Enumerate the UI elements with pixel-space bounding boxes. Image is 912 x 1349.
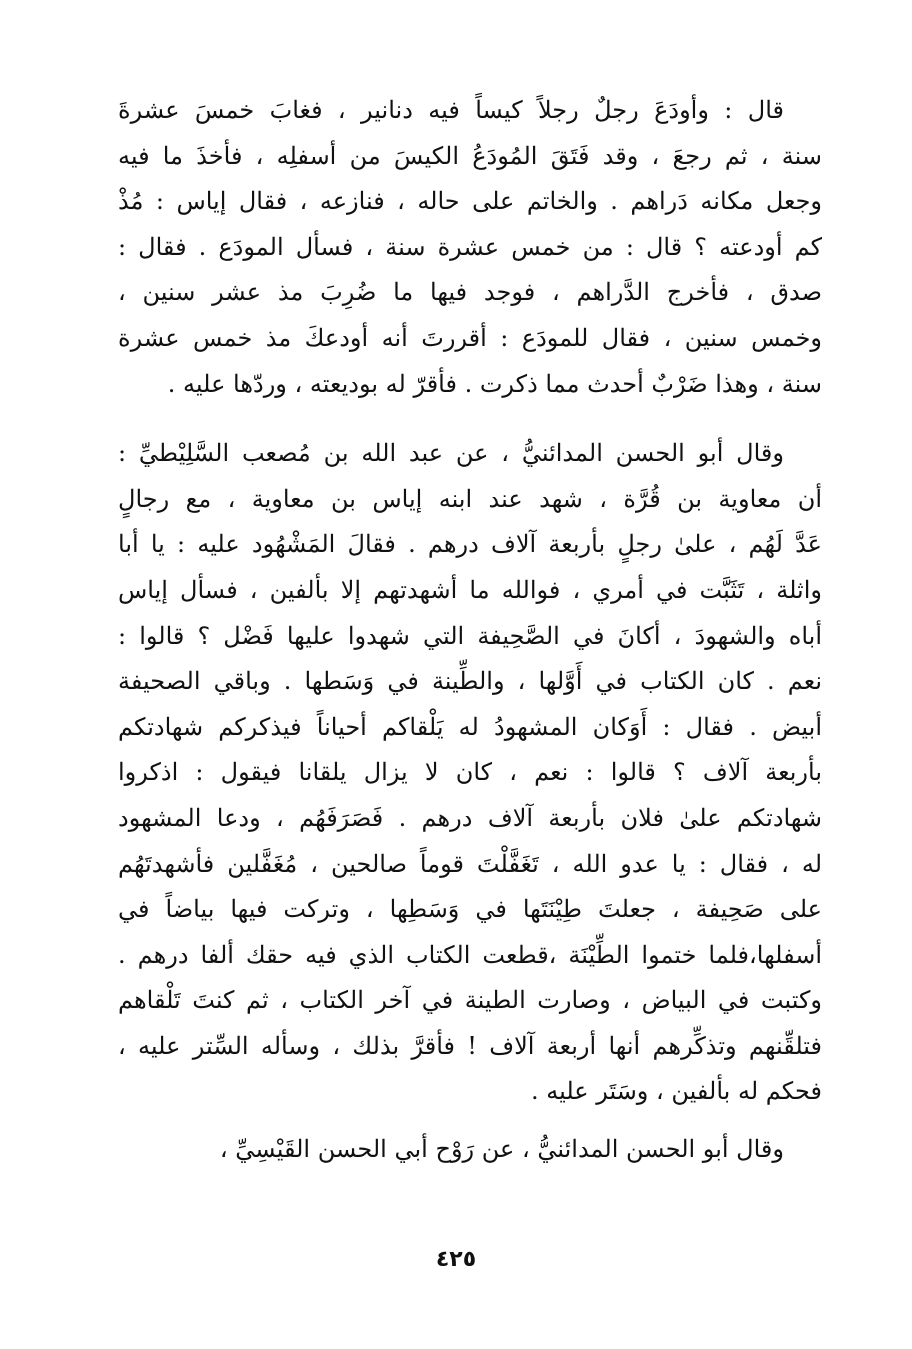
paragraph-1	[118, 88, 822, 407]
text-line: وكتبت في البياض ، وصارت الطينة في آخر الكتاب ، ثم كنتَ تَلْقاهم	[118, 986, 822, 1015]
text-line: بأربعة آلاف ؟ قالوا : نعم ، كان لا يزال يلقانا فيقول : اذكروا	[118, 758, 822, 787]
text-line: أسفلها،فلما ختموا الطِّيْنَة ،قطعت الكتاب الذي فيه حقك ألفا درهم .	[118, 940, 822, 969]
paragraph-spacer	[118, 1115, 822, 1127]
text-line: أن معاوية بن قُرَّة ، شهد عند ابنه إياس بن معاوية ، مع رجالٍ	[118, 484, 822, 513]
text-line: أبيض . فقال : أَوَكان المشهودُ له يَلْقاكم أحياناً فيذكركم شهادتكم	[118, 712, 822, 741]
text-line: سنة ، وهذا ضَرْبٌ أحدث مما ذكرت . فأقرّ له بوديعته ، وردّها عليه .	[167, 369, 822, 398]
text-line: فتلقِّنهم وتذكِّرهم أنها أربعة آلاف ! فأقرَّ بذلك ، وسأله السِّتر عليه ،	[118, 1031, 822, 1060]
paragraph-3	[118, 1127, 822, 1173]
text-line: قال : وأودَعَ رجلٌ رجلاً كيساً فيه دنانير ، فغابَ خمسَ عشرةَ	[118, 96, 784, 124]
page-number: ٤٢٥	[435, 1247, 477, 1272]
text-line: كم أودعته ؟ قال : من خمس عشرة سنة ، فسأل المودَع . فقال :	[118, 232, 822, 261]
text-line: على صَحِيفة ، جعلتَ طِيْنَتَها في وَسَطِها ، وتركت فيها بياضاً في	[118, 895, 822, 924]
text-line: واثلة ، تَثَبَّت في أمري ، فوالله ما أشهدتهم إلا بألفين ، فسأل إياس	[118, 575, 822, 604]
text-line: شهادتكم علىٰ فلان بأربعة آلاف درهم . فَصَرَفَهُم ، ودعا المشهود	[118, 803, 822, 832]
text-line: له ، فقال : يا عدو الله ، تَغَفَّلْتَ قوماً صالحين ، مُغَفَّلين فأشهدتَهُم	[118, 849, 822, 878]
text-line: أباه والشهودَ ، أكانَ في الصَّحِيفة التي شهدوا عليها فَضْل ؟ قالوا :	[118, 621, 822, 650]
paragraph-spacer	[118, 407, 822, 431]
paragraph-2	[118, 431, 822, 1115]
text-line: عَدَّ لَهُم ، علىٰ رجلٍ بأربعة آلاف درهم . فقالَ المَشْهُود عليه : يا أبا	[118, 530, 822, 559]
document-page	[118, 88, 822, 1268]
text-line: نعم . كان الكتاب في أَوَّلها ، والطِّينة في وَسَطها . وباقي الصحيفة	[118, 667, 822, 696]
text-line: وخمس سنين ، فقال للمودَع : أقررتَ أنه أودعكَ مذ خمس عشرة	[118, 323, 822, 352]
text-line: سنة ، ثم رجعَ ، وقد فَتَقَ المُودَعُ الكيسَ من أسفلِه ، فأخذَ ما فيه	[118, 141, 822, 170]
text-line: فحكم له بألفين ، وسَتَر عليه .	[530, 1077, 822, 1106]
text-line: وقال أبو الحسن المدائنيُّ ، عن عبد الله بن مُصعب السَّلِيْطيِّ :	[118, 439, 784, 468]
text-line: وقال أبو الحسن المدائنيُّ ، عن رَوْح أبي الحسن القَيْسِيِّ ،	[219, 1135, 784, 1164]
text-line: صدق ، فأخرج الدَّراهم ، فوجد فيها ما ضُرِبَ مذ عشر سنين ،	[118, 278, 822, 307]
text-line: وجعل مكانه دَراهم . والخاتم على حاله ، فنازعه ، فقال إياس : مُذْ	[118, 187, 822, 216]
